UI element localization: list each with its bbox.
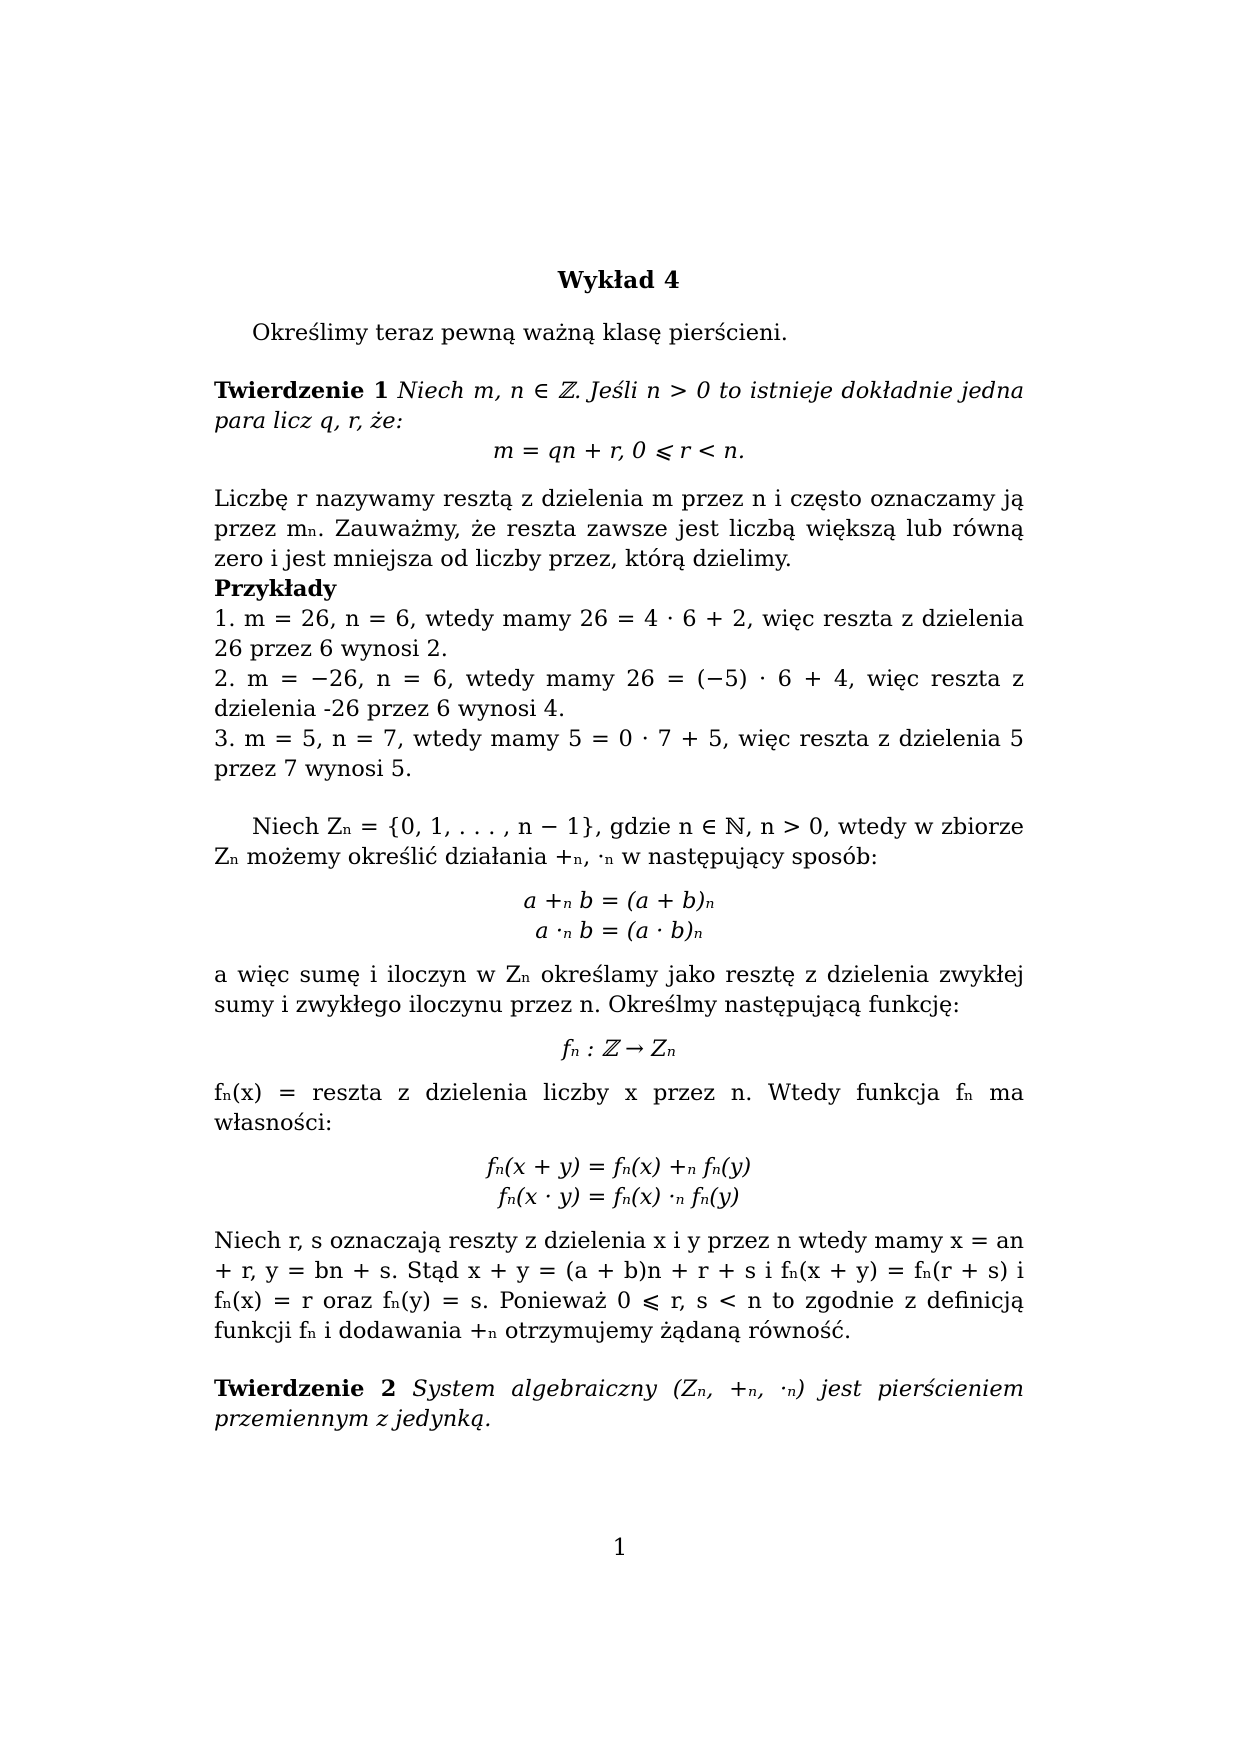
theorem-2-label: Twierdzenie 2 <box>214 1376 397 1402</box>
proof-paragraph: Niech r, s oznaczają reszty z dzielenia x i y przez n wtedy mamy x = an + r, y = bn + s. Stąd x + y = (a + b)n + r + s i fₙ(x + y) = fₙ(r + s) i fₙ(x) = r oraz fₙ(y) = s. Ponieważ 0 ⩽ r, s < n to zgodnie z definicją funkcji fₙ i dodawania +ₙ otrzymujemy żądaną równość. <box>214 1228 1024 1344</box>
property-product: fₙ(x · y) = fₙ(x) ·ₙ fₙ(y) <box>498 1184 740 1210</box>
document-page <box>214 266 1024 1434</box>
function-block <box>214 1034 1024 1064</box>
properties-block <box>214 1152 1024 1212</box>
example-item: 3. m = 5, n = 7, wtedy mamy 5 = 0 · 7 + 5, więc reszta z dzielenia 5 przez 7 wynosi 5. <box>214 726 1024 782</box>
theorem-1-label: Twierdzenie 1 <box>214 378 390 404</box>
property-sum: fₙ(x + y) = fₙ(x) +ₙ fₙ(y) <box>486 1154 752 1180</box>
theorem-1-equation: m = qn + r, 0 ⩽ r < n. <box>492 438 746 464</box>
page-number: 1 <box>612 1535 628 1561</box>
intro-paragraph: Określimy teraz pewną ważną klasę pierścieni. <box>252 320 788 346</box>
example-item: 1. m = 26, n = 6, wtedy mamy 26 = 4 · 6 + 2, więc reszta z dzielenia 26 przez 6 wynosi 2. <box>214 606 1024 662</box>
theorem-2 <box>214 1374 1024 1434</box>
function-definition: fₙ : ℤ → Zₙ <box>562 1036 676 1062</box>
multiplication-formula: a ·ₙ b = (a · b)ₙ <box>535 918 703 944</box>
function-text: fₙ(x) = reszta z dzielenia liczby x przez n. Wtedy funkcja fₙ ma własności: <box>214 1080 1024 1136</box>
zn-definition: Niech Zₙ = {0, 1, . . . , n − 1}, gdzie n ∈ ℕ, n > 0, wtedy w zbiorze Zₙ możemy określić działania +ₙ, ·ₙ w następujący sposób: <box>214 814 1024 870</box>
remainder-definition: Liczbę r nazywamy resztą z dzielenia m przez n i często oznaczamy ją przez mₙ. Zauważmy, że reszta zawsze jest liczbą większą lub równą zero i jest mniejsza od liczby przez, którą dzielimy. <box>214 486 1024 572</box>
example-item: 2. m = −26, n = 6, wtedy mamy 26 = (−5) · 6 + 4, więc reszta z dzielenia -26 przez 6 wynosi 4. <box>214 666 1024 722</box>
theorem-1 <box>214 376 1024 436</box>
operations-block <box>214 886 1024 946</box>
theorem-1-text: Niech m, n ∈ ℤ. Jeśli n > 0 to istnieje dokładnie jedna para licz q, r, że: <box>214 378 1024 434</box>
addition-formula: a +ₙ b = (a + b)ₙ <box>523 888 715 914</box>
examples-heading: Przykłady <box>214 576 337 602</box>
operations-text: a więc sumę i iloczyn w Zₙ określamy jako resztę z dzielenia zwykłej sumy i zwykłego iloczynu przez n. Określmy następującą funkcję: <box>214 962 1024 1018</box>
lecture-title: Wykład 4 <box>557 267 681 294</box>
theorem-2-text: System algebraiczny (Zₙ, +ₙ, ·ₙ) jest pierścieniem przemiennym z jedynką. <box>214 1376 1024 1432</box>
